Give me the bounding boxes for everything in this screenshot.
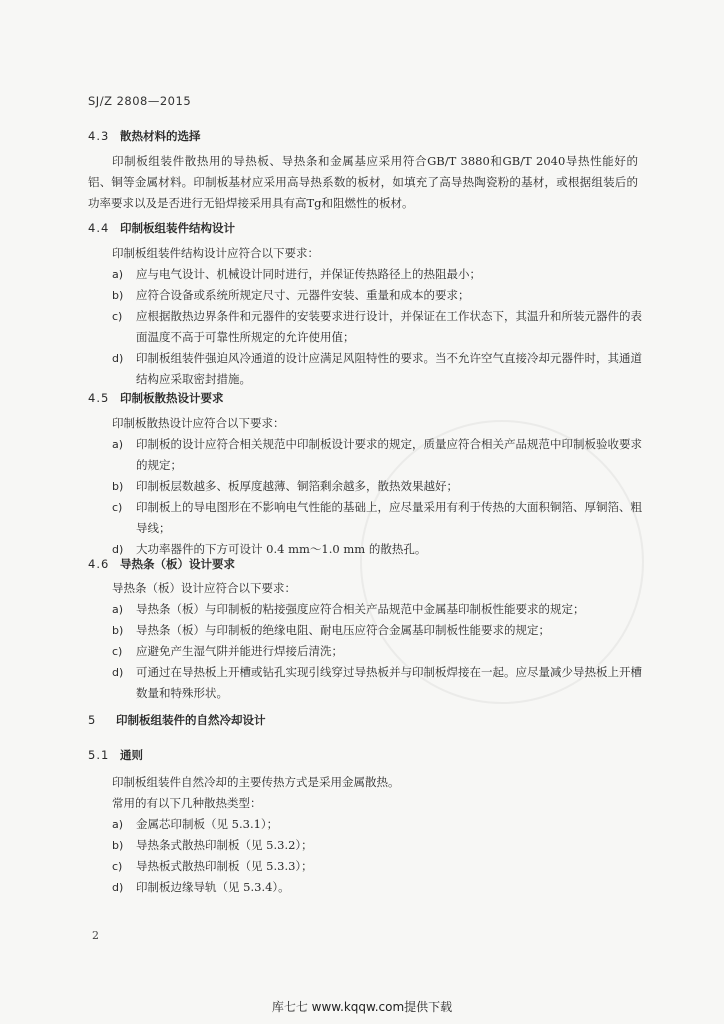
section-4-5-heading [88,390,224,406]
list-item: c) 导热板式散热印制板（见 5.3.3）； [112,859,313,873]
list-item: a) 应与电气设计、机械设计同时进行，并保证传热路径上的热阻最小； [112,267,481,281]
list-item: a) 印制板的设计应符合相关规范中印制板设计要求的规定，质量应符合相关产品规范中印制板验收要求的规定； [112,437,642,472]
section-4-4-heading [88,220,235,236]
section-number: 5 [88,713,97,727]
download-footer: 库七七 www.kqqw.com提供下载 [271,1000,453,1014]
section-4-6-intro: 导热条（板）设计应符合以下要求： [112,581,296,595]
section-title: 导热条（板）设计要求 [120,557,235,571]
list-item: d) 可通过在导热板上开槽或钻孔实现引线穿过导热板并与印制板焊接在一起。应尽量减少导热板上开槽数量和特殊形状。 [112,665,642,700]
standard-code: SJ/Z 2808—2015 [88,94,192,108]
section-number: 5.1 [88,748,110,762]
page-number: 2 [92,929,99,942]
section-4-3-body: 印制板组装件散热用的导热板、导热条和金属基应采用符合GB/T 3880和GB/T 2040导热性能好的铝、铜等金属材料。印制板基材应采用高导热系数的板材，如填充了高导热陶瓷粉的基材，或根据组装后的功率要求以及是否进行无铅焊接采用具有高Tg和阻燃性的板材。 [88,154,638,210]
section-4-3-heading [88,128,201,144]
list-item: a) 金属芯印制板（见 5.3.1）； [112,817,279,831]
section-number: 4.6 [88,557,110,571]
list-item: a) 导热条（板）与印制板的粘接强度应符合相关产品规范中金属基印制板性能要求的规定； [112,602,585,616]
list-item: c) 应避免产生湿气阱并能进行焊接后清洗； [112,644,343,658]
section-4-4-intro: 印制板组装件结构设计应符合以下要求： [112,246,319,260]
section-title: 印制板组装件的自然冷却设计 [116,713,266,727]
list-item: b) 应符合设备或系统所规定尺寸、元器件安装、重量和成本的要求； [112,288,470,302]
section-4-6-heading [88,556,235,572]
list-item: d) 印制板组装件强迫风冷通道的设计应满足风阻特性的要求。当不允许空气直接冷却元器件时，其通道结构应采取密封措施。 [112,351,642,386]
section-4-5-intro: 印制板散热设计应符合以下要求： [112,416,285,430]
section-5-1-heading [88,747,143,763]
list-item: d) 印制板边缘导轨（见 5.3.4）。 [112,880,290,894]
section-5-1-line-2: 常用的有以下几种散热类型： [112,796,262,810]
list-item: b) 导热条式散热印制板（见 5.3.2）； [112,838,313,852]
section-title: 散热材料的选择 [120,129,201,143]
section-title: 印制板组装件结构设计 [120,221,235,235]
list-item: b) 导热条（板）与印制板的绝缘电阻、耐电压应符合金属基印制板性能要求的规定； [112,623,550,637]
list-item: c) 应根据散热边界条件和元器件的安装要求进行设计，并保证在工作状态下，其温升和所装元器件的表面温度不高于可靠性所规定的允许使用值； [112,309,642,344]
section-title: 通则 [120,748,143,762]
section-5-1-line-1: 印制板组装件自然冷却的主要传热方式是采用金属散热。 [112,775,400,789]
section-number: 4.3 [88,129,110,143]
list-item: b) 印制板层数越多、板厚度越薄、铜箔剩余越多，散热效果越好； [112,479,458,493]
section-number: 4.5 [88,391,110,405]
section-number: 4.4 [88,221,110,235]
list-item: d) 大功率器件的下方可设计 0.4 mm～1.0 mm 的散热孔。 [112,542,427,556]
list-item: c) 印制板上的导电图形在不影响电气性能的基础上，应尽量采用有利于传热的大面积铜箔、厚铜箔、粗导线； [112,500,642,535]
section-title: 印制板散热设计要求 [120,391,224,405]
section-5-heading [88,712,266,728]
